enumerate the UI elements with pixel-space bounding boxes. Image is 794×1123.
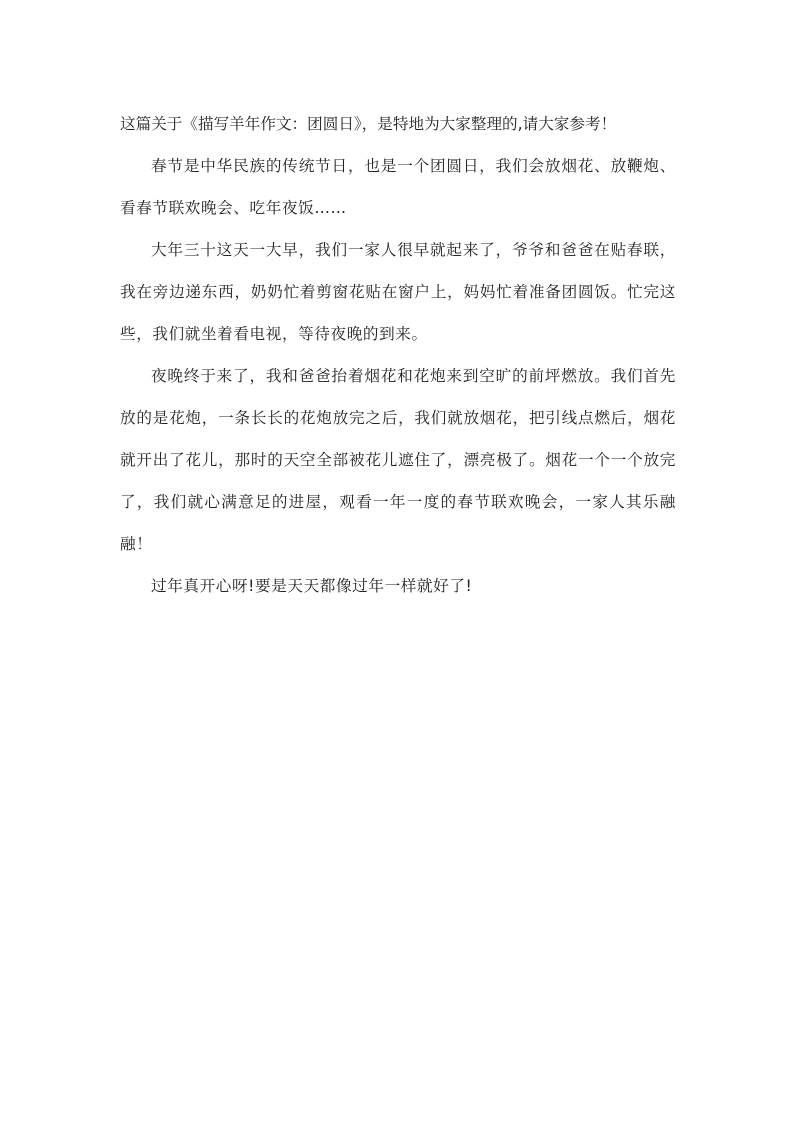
article-body	[120, 103, 676, 607]
intro-paragraph: 这篇关于《描写羊年作文：团圆日》，是特地为大家整理的,请大家参考！	[120, 115, 617, 133]
paragraph-3: 夜晚终于来了，我和爸爸抬着烟花和花炮来到空旷的前坪燃放。我们首先放的是花炮，一条长长的花炮放完之后，我们就放烟花，把引线点燃后，烟花就开出了花儿，那时的天空全部被花儿遮住了，漂亮极了。烟花一个一个放完了，我们就心满意足的进屋，观看一年一度的春节联欢晚会，一家人其乐融融！	[120, 367, 676, 553]
paragraph-4: 过年真开心呀!要是天天都像过年一样就好了!	[151, 577, 473, 595]
paragraph-1: 春节是中华民族的传统节日，也是一个团圆日，我们会放烟花、放鞭炮、看春节联欢晚会、吃年夜饭……	[120, 157, 676, 217]
paragraph-2: 大年三十这天一大早，我们一家人很早就起来了，爷爷和爸爸在贴春联，我在旁边递东西，奶奶忙着剪窗花贴在窗户上，妈妈忙着准备团圆饭。忙完这些，我们就坐着看电视，等待夜晚的到来。	[120, 241, 676, 343]
